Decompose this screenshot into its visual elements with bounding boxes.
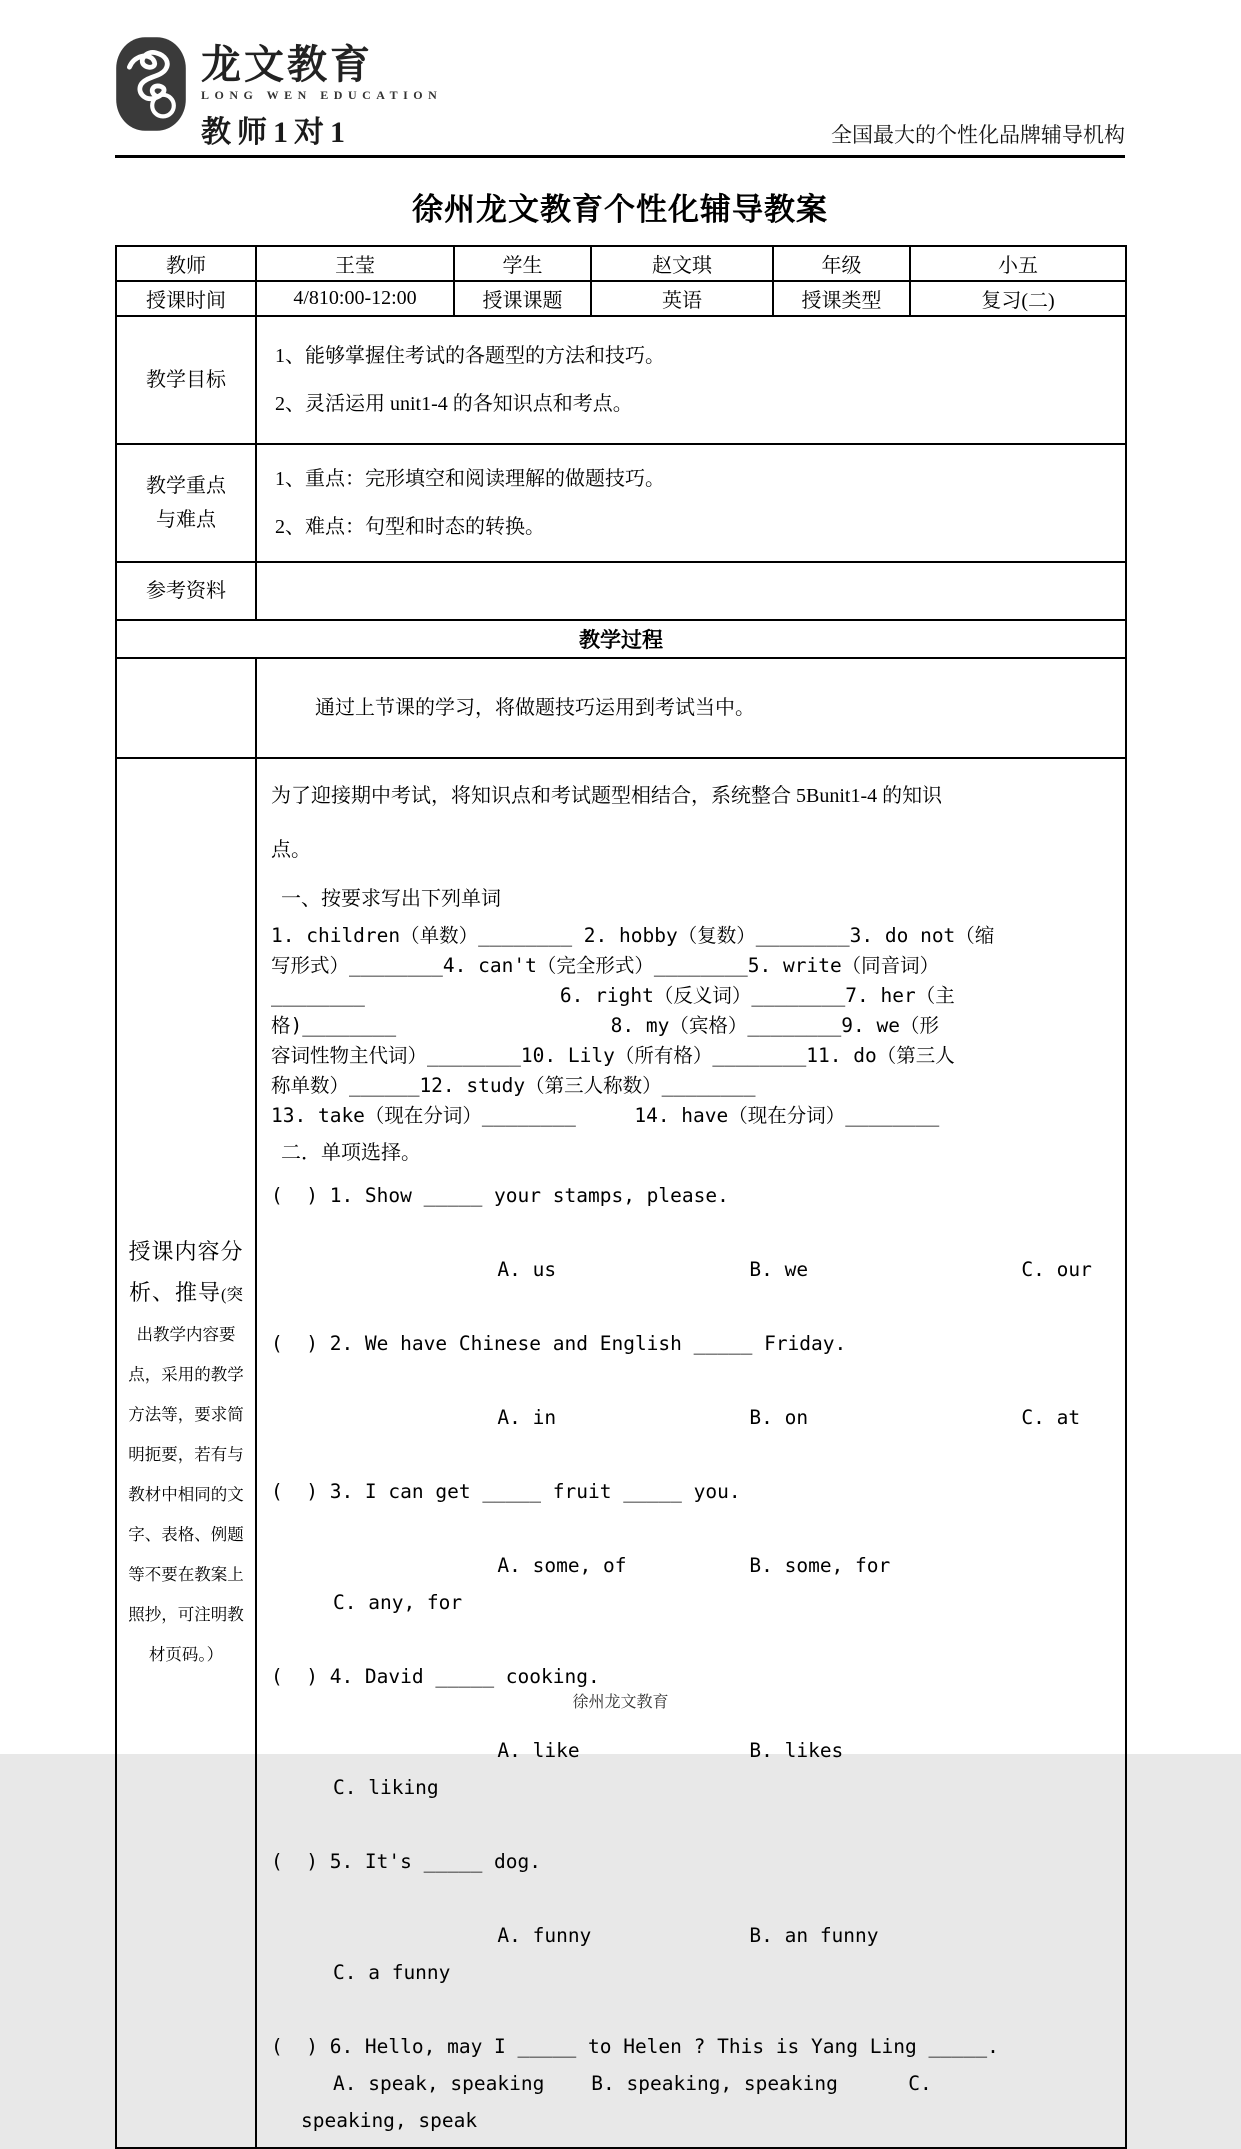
goal-line-2: 2、灵活运用 unit1-4 的各知识点和考点。 [275, 393, 633, 415]
document-title: 徐州龙文教育个性化辅导教案 [412, 192, 828, 227]
subject-value: 英语 [591, 281, 773, 316]
table-row-review [116, 658, 1126, 758]
keypoints-label-line-1: 教学重点 [146, 475, 226, 497]
table-row-reference [116, 562, 1126, 620]
options-1 [271, 1214, 1113, 1325]
brand-tagline: 教师1对1 [201, 116, 351, 149]
brand-name-cn: 龙文教育 [201, 42, 373, 87]
lesson-plan-table [115, 245, 1127, 2149]
option-a: A. us [497, 1258, 557, 1281]
brand-text [201, 44, 442, 151]
keypoint-line-2: 2、难点：句型和时态的转换。 [275, 516, 545, 538]
option-a: A. some, of [497, 1554, 627, 1577]
option-c: C. any, for [333, 1591, 463, 1614]
option-c: C. our [1021, 1258, 1092, 1281]
options-4 [271, 1695, 1113, 1843]
question-2: ( ) 2. We have Chinese and English _____ Friday. [271, 1332, 847, 1355]
options-6-line-1: A. speak, speaking B. speaking, speaking C. [333, 2072, 932, 2095]
option-b: B. we [749, 1258, 809, 1281]
content-label-note: (突出教学内容要点，采用的教学方法等，要求简明扼要，若有与教材中相同的文字、表格、例题等不要在教案上照抄，可注明教材页码。） [128, 1285, 244, 1664]
option-a: A. in [497, 1406, 557, 1429]
longwen-brand [115, 36, 442, 151]
review-content [256, 658, 1126, 758]
word-line: 1. children（单数）________ 2. hobby（复数）________3. do not（缩 [271, 924, 995, 947]
options-2 [271, 1362, 1113, 1473]
option-c: C. liking [333, 1776, 439, 1799]
question-4: ( ) 4. David _____ cooking. [271, 1665, 600, 1688]
options-5 [271, 1880, 1113, 2028]
option-a: A. funny [497, 1924, 592, 1947]
multiple-choice-quiz [271, 1177, 1113, 2139]
word-line: 写形式）________4. can't（完全形式）________5. write（同音词） [271, 954, 940, 977]
word-line: 13. take（现在分词）________ 14. have（现在分词）________ [271, 1104, 940, 1127]
header-slogan: 全国最大的个性化品牌辅导机构 [831, 123, 1125, 147]
keypoints-label-line-2: 与难点 [156, 509, 216, 531]
content-label-main: 授课内容分析、推导 [128, 1239, 244, 1305]
process-header: 教学过程 [116, 620, 1126, 658]
question-6: ( ) 6. Hello, may I _____ to Helen ? This is Yang Ling _____. [271, 2035, 999, 2058]
keypoints-content [256, 444, 1126, 562]
student-value: 赵文琪 [591, 246, 773, 281]
question-1: ( ) 1. Show _____ your stamps, please. [271, 1184, 729, 1207]
content-label [116, 758, 256, 2148]
word-line: 称单数）______12. study（第三人称数）________ [271, 1074, 756, 1097]
subject-label: 授课课题 [454, 281, 591, 316]
question-3: ( ) 3. I can get _____ fruit _____ you. [271, 1480, 741, 1503]
table-row-content [116, 758, 1126, 2148]
option-c: C. at [1021, 1406, 1081, 1429]
goal-line-1: 1、能够掌握住考试的各题型的方法和技巧。 [275, 345, 665, 367]
reference-label: 参考资料 [116, 562, 256, 620]
time-value: 4/810:00-12:00 [256, 281, 454, 316]
table-row-basic-info-2 [116, 281, 1126, 316]
table-row-keypoints [116, 444, 1126, 562]
option-b: B. on [749, 1406, 809, 1429]
reference-content [256, 562, 1126, 620]
keypoint-line-1: 1、重点：完形填空和阅读理解的做题技巧。 [275, 468, 665, 490]
lesson-type-label: 授课类型 [773, 281, 910, 316]
lesson-type-value: 复习(二) [910, 281, 1126, 316]
question-5: ( ) 5. It's _____ dog. [271, 1850, 542, 1873]
page-footer: 徐州龙文教育 [572, 1694, 669, 1711]
content-intro [271, 769, 1113, 877]
review-empty-label [116, 658, 256, 758]
table-row-process-header [116, 620, 1126, 658]
option-b: B. some, for [749, 1554, 891, 1577]
goals-content [256, 316, 1126, 444]
option-a: A. like [497, 1739, 580, 1762]
section1-title: 一、按要求写出下列单词 [281, 888, 501, 910]
intro-line-2: 点。 [271, 839, 311, 861]
keypoints-label [116, 444, 256, 562]
options-6-line-2: speaking, speak [301, 2109, 478, 2132]
section2-title: 二．单项选择。 [281, 1142, 421, 1164]
option-c: C. a funny [333, 1961, 451, 1984]
grade-value: 小五 [910, 246, 1126, 281]
brand-name-en: LONG WEN EDUCATION [201, 88, 443, 102]
table-row-goals [116, 316, 1126, 444]
goals-label: 教学目标 [116, 316, 256, 444]
word-line: 容词性物主代词）________10. Lily（所有格）________11. do（第三人 [271, 1044, 955, 1067]
time-label: 授课时间 [116, 281, 256, 316]
content-body [256, 758, 1126, 2148]
word-line: 格)________ 8. my（宾格）________9. we（形 [271, 1014, 939, 1037]
intro-line-1: 为了迎接期中考试，将知识点和考试题型相结合，系统整合 5Bunit1-4 的知识 [271, 785, 943, 807]
grade-label: 年级 [773, 246, 910, 281]
page-header [115, 36, 1125, 158]
student-label: 学生 [454, 246, 591, 281]
table-row-basic-info-1 [116, 246, 1126, 281]
review-text: 通过上节课的学习，将做题技巧运用到考试当中。 [315, 697, 755, 719]
teacher-value: 王莹 [256, 246, 454, 281]
word-exercise [271, 921, 1113, 1131]
option-b: B. likes [749, 1739, 844, 1762]
word-line: ________ 6. right（反义词）________7. her（主 [271, 984, 955, 1007]
teacher-label: 教师 [116, 246, 256, 281]
options-3 [271, 1510, 1113, 1658]
longwen-logo-icon [115, 36, 187, 132]
option-b: B. an funny [749, 1924, 879, 1947]
